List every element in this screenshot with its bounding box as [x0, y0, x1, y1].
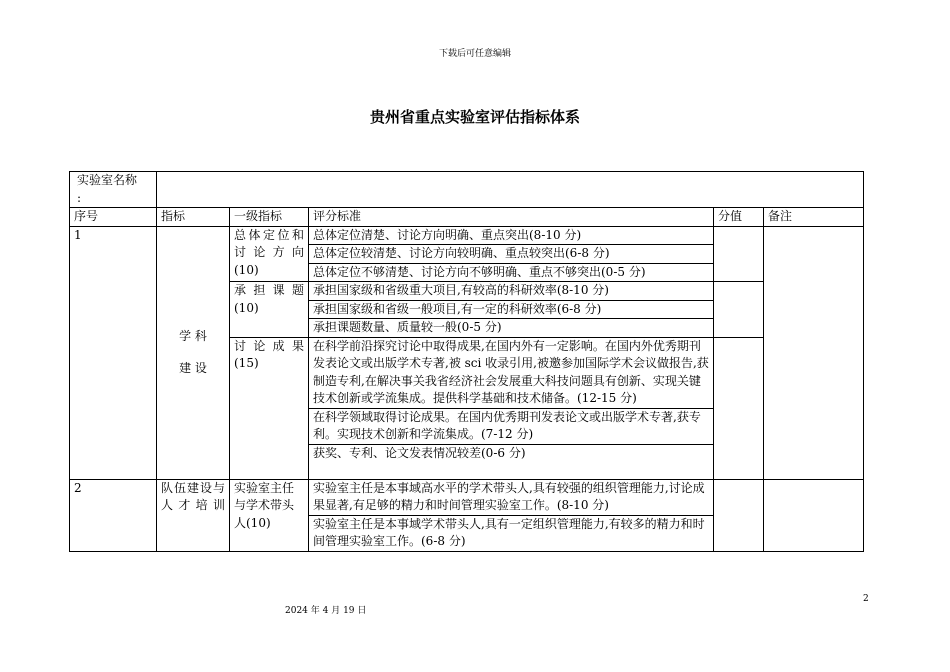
criteria-item: 承担课题数量、质量较一般(0-5 分) [313, 320, 502, 334]
criteria-item: 获奖、专利、论文发表情况较差(0-6 分) [313, 445, 526, 460]
table-row [70, 226, 864, 282]
header-level1: 一级指标 [230, 208, 309, 227]
criteria-cell [309, 226, 714, 282]
score-cell[interactable] [714, 479, 764, 551]
level1-cell: 实验室主任与学术带头人(10) [230, 479, 309, 551]
criteria-cell [309, 282, 714, 338]
lab-name-colon: : [77, 190, 82, 205]
remark-cell[interactable] [764, 479, 864, 551]
table-row [70, 479, 864, 551]
lab-name-text: 实验室名称 [77, 173, 138, 187]
criteria-item: 承担国家级和省级一般项目,有一定的科研效率(6-8 分) [309, 300, 713, 319]
criteria-item: 实验室主任是本事域学术带头人,具有一定组织管理能力,有较多的精力和时间管理实验室工作。(6-8 分) [313, 516, 705, 548]
criteria-item: 在科学领域取得讨论成果。在国内优秀期刊发表论文或出版学术专著,获专利。实现技术创新和学流集成。(7-12 分) [309, 408, 713, 444]
criteria-cell [309, 479, 714, 551]
row-number: 2 [70, 479, 157, 551]
page-title: 贵州省重点实验室评估指标体系 [369, 108, 580, 126]
level1-cell: 承担课题(10) [230, 282, 309, 338]
score-cell[interactable] [714, 282, 764, 338]
table-header-row [70, 208, 864, 227]
header-remark: 备注 [764, 208, 864, 227]
header-indicator: 指标 [157, 208, 230, 227]
indicator-line: 建 设 [179, 360, 207, 375]
lab-name-row [70, 172, 864, 208]
indicator-cell: 队伍建设与人才培训 [157, 479, 230, 551]
criteria-item: 总体定位清楚、讨论方向明确、重点突出(8-10 分) [309, 227, 713, 245]
score-cell[interactable] [714, 226, 764, 282]
score-cell[interactable] [714, 337, 764, 479]
indicator-cell [157, 226, 230, 479]
header-criteria: 评分标准 [309, 208, 714, 227]
indicator-line: 学 科 [179, 329, 207, 343]
criteria-cell [309, 337, 714, 479]
header-note: 下载后可任意编辑 [438, 49, 511, 59]
level1-cell: 讨论成果(15) [230, 337, 309, 479]
criteria-item: 实验室主任是本事域高水平的学术带头人,具有较强的组织管理能力,讨论成果显著,有足够的精力和时间管理实验室工作。(8-10 分) [309, 480, 713, 516]
criteria-item: 承担国家级和省级重大项目,有较高的科研效率(8-10 分) [309, 282, 713, 300]
page-number: 2 [863, 594, 869, 604]
criteria-item: 总体定位不够清楚、讨论方向不够明确、重点不够突出(0-5 分) [313, 264, 646, 279]
evaluation-table [69, 171, 864, 552]
criteria-item: 在科学前沿探究讨论中取得成果,在国内外有一定影响。在国内外优秀期刊发表论文或出版学术专著,被 sci 收录引用,被邀参加国际学术会议做报告,获制造专利,在解决事关我省经济社会发展重大科技问题具有创新、实现关键技术创新或学流集成。提供科学基础和技术储备。(12-15 分) [309, 338, 713, 409]
header-score: 分值 [714, 208, 764, 227]
row-number: 1 [70, 226, 157, 479]
remark-cell[interactable] [764, 226, 864, 479]
criteria-item: 总体定位较清楚、讨论方向较明确、重点较突出(6-8 分) [309, 245, 713, 264]
level1-cell: 总体定位和讨论方向(10) [230, 226, 309, 282]
footer-date: 2024 年 4 月 19 日 [285, 606, 367, 616]
lab-name-value[interactable] [157, 172, 864, 208]
header-no: 序号 [70, 208, 157, 227]
lab-name-label [70, 172, 157, 208]
